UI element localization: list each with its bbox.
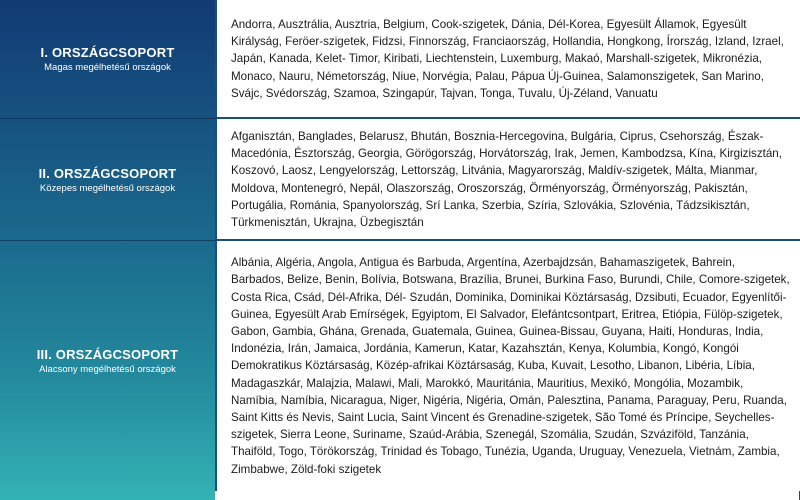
group-1-label bbox=[0, 0, 215, 118]
group-2-label bbox=[0, 119, 215, 240]
group-3-subtitle: Alacsony megélhetésű országok bbox=[39, 364, 176, 375]
group-2-countries: Afganisztán, Banglades, Belarusz, Bhután, Bosznia-Hercegovina, Bulgária, Ciprus, Csehország, Észak-Macedónia, Észtország, Georgia, Görögország, Horvátország, Irak, Jemen, Kambodzsa, Kína, Kirgizisztán, Koszovó, Laosz, Lengyelország, Lettország, Litvánia, Magyarország, Maldív-szigetek, Málta, Mianmar, Moldova, Montenegró, Nepál, Olaszország, Oroszország, Örményország, Örményország, Pakisztán, Portugália, Románia, Spanyolország, Srí Lanka, Szerbia, Szíria, Szlovákia, Szlovénia, Tádzsikisztán, Türkmenisztán, Ukrajna, Üzbegisztán bbox=[231, 129, 782, 229]
group-2-subtitle: Közepes megélhetésű országok bbox=[39, 182, 176, 194]
group-3-label bbox=[0, 241, 215, 481]
group-3-countries: Albánia, Algéria, Angola, Antigua és Barbuda, Argentína, Azerbajdzsán, Bahamaszigetek, Bahrein, Barbados, Belize, Benin, Bolívia, Botswana, Brazília, Brunei, Burkina Faso, Burundi, Chile, Comore-szigetek, Costa Rica, Csád, Dél-Afrika, Dél- Szudán, Dominika, Dominikai Köztársaság, Dzsibuti, Ecuador, Egyenlítői-Guinea, Egyesült Arab Emírségek, Egyiptom, El Salvador, Elefántcsontpart, Eritrea, Etiópia, Fülöp-szigetek, Gabon, Gambia, Ghána, Grenada, Guatemala, Guinea, Guinea-Bissau, Guyana, Haiti, Honduras, India, Indonézia, Irán, Jamaica, Jordánia, Kamerun, Katar, Kazahsztán, Kenya, Kolumbia, Kongó, Kongói Demokratikus Köztársaság, Közép-afrikai Köztársaság, Kuba, Kuvait, Lesotho, Libanon, Libéria, Líbia, Madagaszkár, Malajzia, Malawi, Mali, Marokkó, Mauritánia, Mauritius, Mexikó, Mongólia, Mozambik, Namíbia, Namíbia, Nicaragua, Niger, Nigéria, Nigéria, Omán, Palesztina, Panama, Paraguay, Peru, Ruanda, Saint Kitts és Nevis, Saint Lucia, Saint Vincent és Grenadine-szigetek, São Tomé és Príncipe, Seychelles-szigetek, Sierra Leone, Suriname, Szaúd-Arábia, Szenegál, Szomália, Szudán, Szváziföld, Tanzánia, Thaiföld, Togo, Törökország, Trinidad és Tobago, Tunézia, Uganda, Uruguay, Venezuela, Vietnám, Zambia, Zimbabwe, Zöld-foki szigetek bbox=[231, 256, 790, 476]
group-3-countries-cell bbox=[215, 241, 800, 491]
group-1-countries-cell bbox=[215, 0, 800, 118]
group-2-countries-cell bbox=[215, 119, 800, 240]
group-3-title: III. ORSZÁGCSOPORT bbox=[36, 347, 179, 362]
group-1-subtitle: Magas megélhetésű országok bbox=[44, 62, 171, 73]
group-2-title: II. ORSZÁGCSOPORT bbox=[38, 165, 177, 181]
group-1-title: I. ORSZÁGCSOPORT bbox=[40, 45, 175, 60]
group-1-countries: Andorra, Ausztrália, Ausztria, Belgium, Cook-szigetek, Dánia, Dél-Korea, Egyesült Államok, Egyesült Királyság, Feröer-szigetek, Fidzsi, Finnország, Franciaország, Hollandia, Hongkong, Írország, Izland, Izrael, Japán, Kanada, Kelet- Timor, Kiribati, Liechtenstein, Luxemburg, Makaó, Marshall-szigetek, Mikronézia, Monaco, Nauru, Németország, Niue, Norvégia, Palau, Pápua Új-Guinea, Salamonszigetek, San Marino, Svájc, Svédország, Szamoa, Szingapúr, Tajvan, Tonga, Tuvalu, Új-Zéland, Vanuatu bbox=[231, 17, 784, 100]
